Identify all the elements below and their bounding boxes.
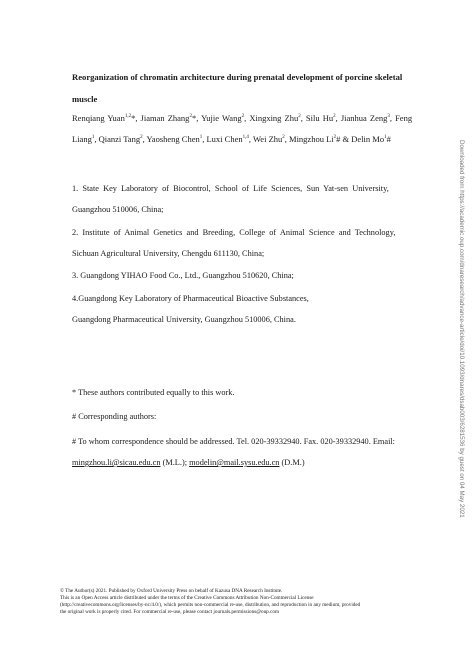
author-name: Jiaman Zhang — [140, 113, 190, 123]
author-mark: * — [131, 113, 136, 123]
author-name: Mingzhou Li — [289, 134, 334, 144]
paper-title — [72, 66, 412, 110]
equal-contribution-text: * These authors contributed equally to this work. — [72, 388, 235, 397]
author-affil-sup: 2 — [333, 114, 336, 120]
author-name: Wei Zhu — [252, 134, 283, 144]
author-mark: # — [386, 134, 391, 144]
email-suffix: (D.M.) — [279, 458, 305, 467]
author-affil-sup: 1 — [384, 135, 387, 141]
author-name: Xingxing Zhu — [249, 113, 299, 123]
author-affil-sup: 1 — [199, 135, 203, 141]
author-list: Renqiang Yuan$^{1,2}$*, Jiaman Zhang$^2$*, Yujie Wang$^2$, Xingxing Zhu$^2$, Silu Hu$^2$, Jianhua Zeng$^3$, Feng Liang$^1$, Qianzi Tang$^2$, Yaosheng Chen$^1$, Luxi Chen$^{1,4}$, Wei Zhu$^2$, Mingzhou Li$^2$# & Delin Mo$^1$# — [72, 113, 413, 144]
author-affil-sup: 2 — [298, 114, 301, 120]
author-affil-sup: 3 — [387, 114, 390, 120]
author-name: Feng Liang — [72, 113, 413, 144]
footer-line: the original work is properly cited. For commercial re-use, please contact journals.permissions@oup.com — [60, 609, 279, 615]
equal-contribution-note — [72, 382, 412, 403]
correspondence-contact — [72, 431, 412, 473]
author-name: Delin Mo — [351, 134, 385, 144]
title-line-2: muscle — [72, 94, 98, 104]
author-mark: # — [336, 134, 341, 144]
footer-line: This is an Open Access article distributed under the terms of the Creative Commons Attribution Non-Commercial License — [60, 595, 314, 601]
author-name: Qianzi Tang — [98, 134, 141, 144]
affiliation-line: Guangzhou 510006, China; — [72, 205, 164, 214]
author-name: Renqiang Yuan — [72, 113, 125, 123]
email-suffix: (M.L.); — [160, 458, 190, 467]
author-affil-sup: 2 — [333, 135, 337, 141]
license-footer — [60, 588, 440, 616]
corresponding-authors-text: # Corresponding authors: — [72, 412, 157, 421]
author-affil-sup: 1,4 — [242, 135, 249, 141]
corresponding-authors-heading — [72, 406, 412, 427]
affiliation-line: Guangdong Pharmaceutical University, Guangzhou 510006, China. — [72, 315, 296, 324]
author-affil-sup: 1,2 — [124, 114, 132, 120]
affiliation-line: 4.Guangdong Key Laboratory of Pharmaceutical Bioactive Substances, — [72, 294, 309, 303]
email-link-mingzhou-li[interactable]: mingzhou.li@sicau.edu.cn — [72, 458, 161, 467]
footer-line: © The Author(s) 2021. Published by Oxford University Press on behalf of Kazusa DNA Research Institute. — [60, 588, 283, 594]
author-name: Jianhua Zeng — [340, 113, 388, 123]
affiliation-3 — [72, 265, 412, 286]
affiliation-4 — [72, 288, 412, 330]
affiliation-2 — [72, 222, 412, 264]
affiliation-line: 1. State Key Laboratory of Biocontrol, School of Life Sciences, Sun Yat-sen University, — [72, 184, 389, 193]
author-affil-sup: 2 — [189, 114, 192, 120]
author-mark: * — [191, 113, 197, 123]
author-name: Silu Hu — [305, 113, 334, 123]
footer-line: (http://creativecommons.org/licenses/by-nc/4.0/), which permits non-commercial re-use, distribution, and reproduction in any medium, provided — [60, 602, 361, 608]
author-affil-sup: 2 — [241, 114, 245, 120]
author-name: Luxi Chen — [206, 134, 243, 144]
download-watermark-text: Downloaded from https://academic.oup.com/dnaresearch/advance-article/doi/10.1093/dnares/dsab003/6281536 by guest on 04 May 2021 — [458, 140, 465, 518]
affiliation-line: Sichuan Agricultural University, Chengdu 611130, China; — [72, 249, 265, 258]
author-affil-sup: 2 — [140, 135, 143, 141]
author-name: Yujie Wang — [201, 113, 242, 123]
email-line — [72, 452, 412, 473]
affiliation-line: 2. Institute of Animal Genetics and Breeding, College of Animal Science and Technology, — [72, 228, 396, 237]
affiliation-1 — [72, 178, 412, 220]
author-affil-sup: 1 — [91, 135, 95, 141]
affiliation-line: 3. Guangdong YIHAO Food Co., Ltd., Guangzhou 510620, China; — [72, 271, 294, 280]
download-watermark — [455, 140, 467, 540]
author-affil-sup: 2 — [282, 135, 285, 141]
author-name: Yaosheng Chen — [146, 134, 200, 144]
title-line-1: Reorganization of chromatin architecture during prenatal development of porcine skeletal — [72, 72, 403, 82]
email-link-delin-mo[interactable]: modelin@mail.sysu.edu.cn — [189, 458, 280, 467]
contact-line: # To whom correspondence should be addressed. Tel. 020-39332940. Fax. 020-39332940. Email: — [72, 437, 395, 446]
